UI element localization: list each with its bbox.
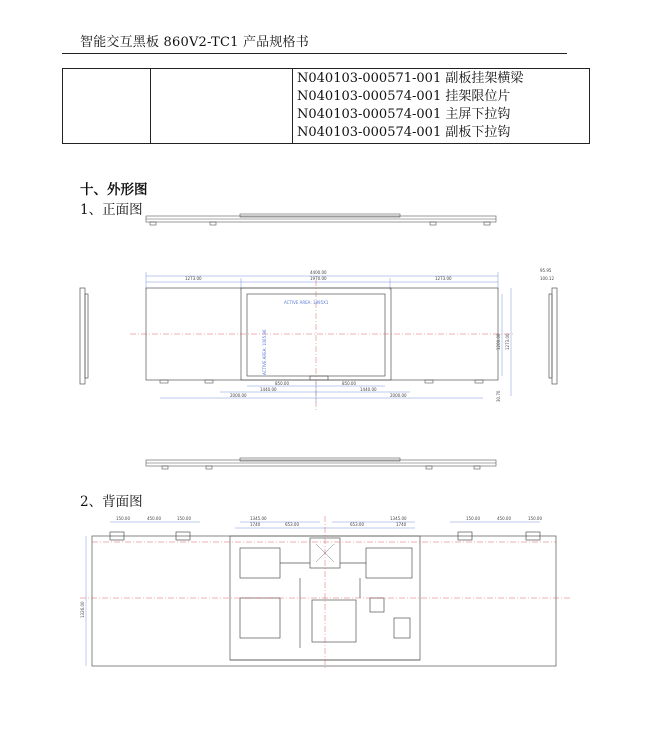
table-row — [63, 69, 590, 144]
dim-back-height: 1326.00 — [80, 601, 85, 618]
part-line: N040103-000574-001 副板下拉钩 — [297, 125, 511, 140]
dim-1740-left: 1740 — [250, 522, 261, 527]
dim-left-board: 1273.00 — [185, 276, 202, 281]
dim-side-depth: 95.95 — [540, 268, 552, 273]
front-view-drawing — [70, 210, 570, 475]
dim-653-right: 653.00 — [350, 522, 364, 527]
dim-active-area-vertical: ACTIVE AREA: 1065.96 — [262, 329, 267, 375]
dim-1345-left: 1345.00 — [250, 516, 267, 521]
dim-653-left: 653.00 — [285, 522, 299, 527]
dim-bottom-right-a: 850.00 — [342, 381, 356, 386]
part-line: N040103-000574-001 挂架限位片 — [297, 89, 511, 104]
back-view-drawing — [70, 508, 580, 673]
dim-150-left: 150.00 — [116, 516, 130, 521]
spec-table — [62, 68, 590, 144]
dim-active-area: ACTIVE AREA: 1895X1 — [284, 300, 329, 305]
table-cell-parts — [293, 69, 590, 144]
dim-1740-right: 1740 — [396, 522, 407, 527]
table-cell-empty-1 — [63, 69, 151, 144]
table-cell-empty-2 — [151, 69, 293, 144]
dim-bottom-left-c: 2000.00 — [230, 393, 247, 398]
front-side-view-left — [80, 288, 88, 384]
dim-450-right: 450.00 — [497, 516, 511, 521]
dim-450-left: 450.00 — [147, 516, 161, 521]
front-bottom-view — [146, 458, 496, 469]
dim-150-right: 150.00 — [466, 516, 480, 521]
header-rule — [62, 53, 567, 54]
dim-150-left-2: 150.00 — [177, 516, 191, 521]
dim-bottom-right-b: 1440.00 — [360, 387, 377, 392]
document-header: 智能交互黑板 860V2-TC1 产品规格书 — [80, 35, 309, 50]
dim-side-depth2: 100.12 — [540, 276, 554, 281]
dim-height-inner: 1200.00 — [496, 333, 501, 350]
front-top-view — [146, 214, 496, 225]
dim-bottom-left-b: 1440.00 — [260, 387, 277, 392]
part-line: N040103-000571-001 副板挂架横梁 — [297, 71, 524, 86]
dim-offset: 30.70 — [496, 390, 501, 402]
front-side-view-right — [549, 288, 557, 384]
front-view-title: 1、正面图 — [80, 202, 143, 218]
dim-center: 1970.00 — [310, 276, 327, 281]
section-title: 十、外形图 — [80, 182, 148, 198]
dim-total-width: 4400.00 — [310, 270, 327, 275]
dim-height-outer: 1273.00 — [505, 333, 510, 350]
dim-right-board: 1273.00 — [435, 276, 452, 281]
back-view-title: 2、背面图 — [80, 494, 143, 510]
dim-bottom-left-a: 850.00 — [275, 381, 289, 386]
dim-bottom-right-c: 2000.00 — [390, 393, 407, 398]
dim-150-right-2: 150.00 — [528, 516, 542, 521]
part-line: N040103-000574-001 主屏下拉钩 — [297, 107, 511, 122]
dim-1345-right: 1345.00 — [390, 516, 407, 521]
